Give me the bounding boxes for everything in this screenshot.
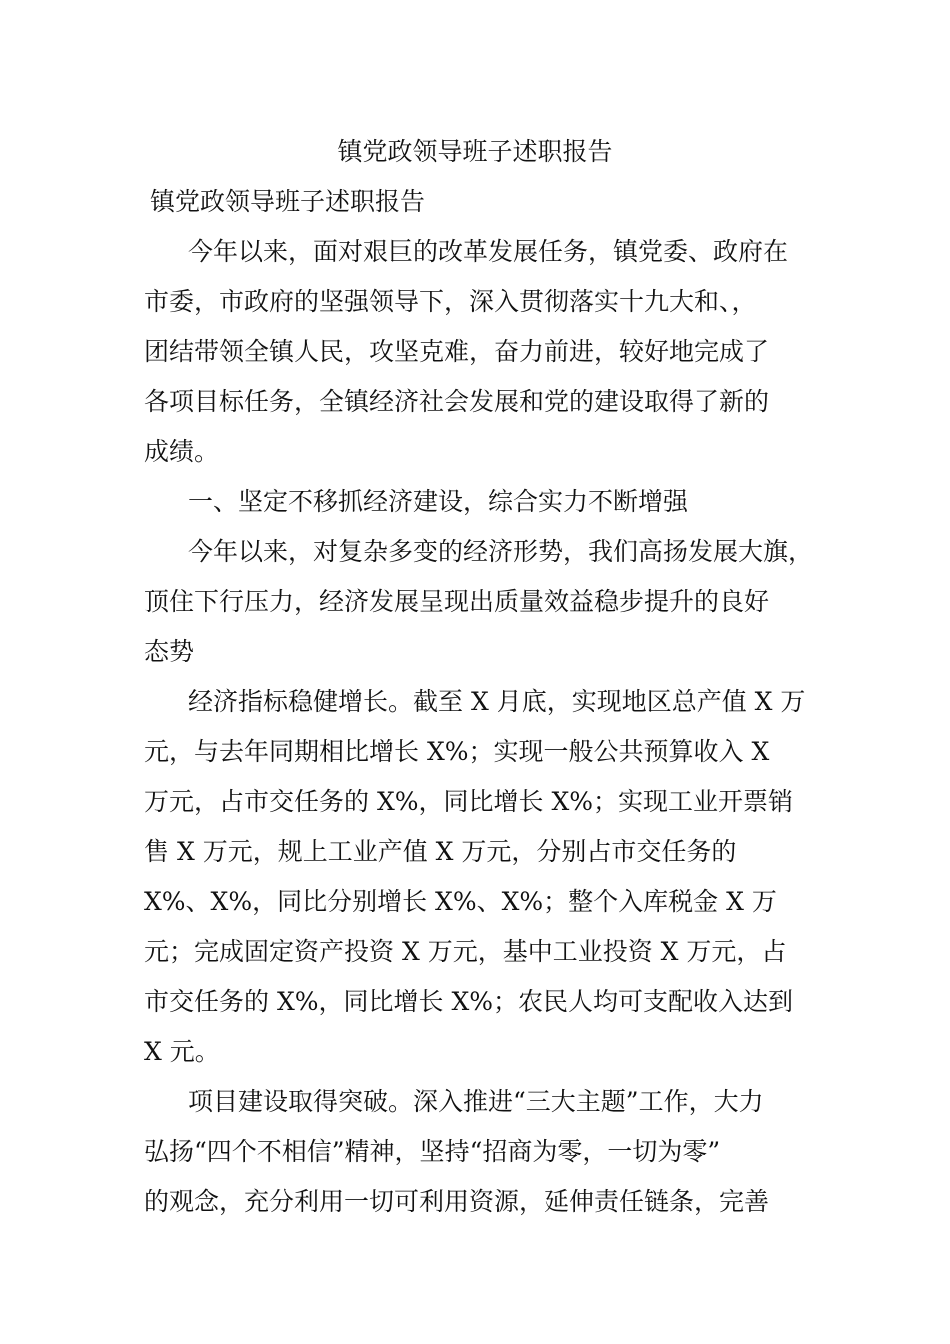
text-line: 万元，占市交任务的 X%，同比增长 X%；实现工业开票销 xyxy=(144,787,794,816)
text-line: 成绩。 xyxy=(144,437,220,466)
text-line: 售 X 万元，规上工业产值 X 万元，分别占市交任务的 xyxy=(144,837,737,866)
text-line: 今年以来，对复杂多变的经济形势，我们高扬发展大旗， xyxy=(188,537,814,566)
text-line: 项目建设取得突破。深入推进“三大主题”工作，大力 xyxy=(188,1087,764,1116)
text-line: 各项目标任务，全镇经济社会发展和党的建设取得了新的 xyxy=(144,387,770,416)
text-line: X%、X%，同比分别增长 X%、X%；整个入库税金 X 万 xyxy=(144,887,777,916)
text-line: 的观念，充分利用一切可利用资源，延伸责任链条，完善 xyxy=(144,1187,770,1216)
text-line: X 元。 xyxy=(144,1037,220,1066)
text-line: 元，与去年同期相比增长 X%；实现一般公共预算收入 X xyxy=(144,737,770,766)
text-line: 今年以来，面对艰巨的改革发展任务，镇党委、政府在 xyxy=(188,237,789,266)
document-subtitle: 镇党政领导班子述职报告 xyxy=(150,187,426,216)
document-title: 镇党政领导班子述职报告 xyxy=(337,137,613,166)
text-line: 元；完成固定资产投资 X 万元，基中工业投资 X 万元，占 xyxy=(144,937,787,966)
text-line: 经济指标稳健增长。截至 X 月底，实现地区总产值 X 万 xyxy=(188,687,806,716)
text-line: 市委，市政府的坚强领导下，深入贯彻落实十九大和、， xyxy=(144,287,757,316)
section-heading: 一、坚定不移抓经济建设，综合实力不断增强 xyxy=(188,487,689,516)
text-line: 团结带领全镇人民，攻坚克难，奋力前进，较好地完成了 xyxy=(144,337,770,366)
text-line: 态势 xyxy=(144,637,195,666)
text-line: 顶住下行压力，经济发展呈现出质量效益稳步提升的良好 xyxy=(144,587,770,616)
text-line: 市交任务的 X%，同比增长 X%；农民人均可支配收入达到 xyxy=(144,987,794,1016)
text-line: 弘扬“四个不相信”精神，坚持“招商为零，一切为零” xyxy=(144,1137,721,1166)
